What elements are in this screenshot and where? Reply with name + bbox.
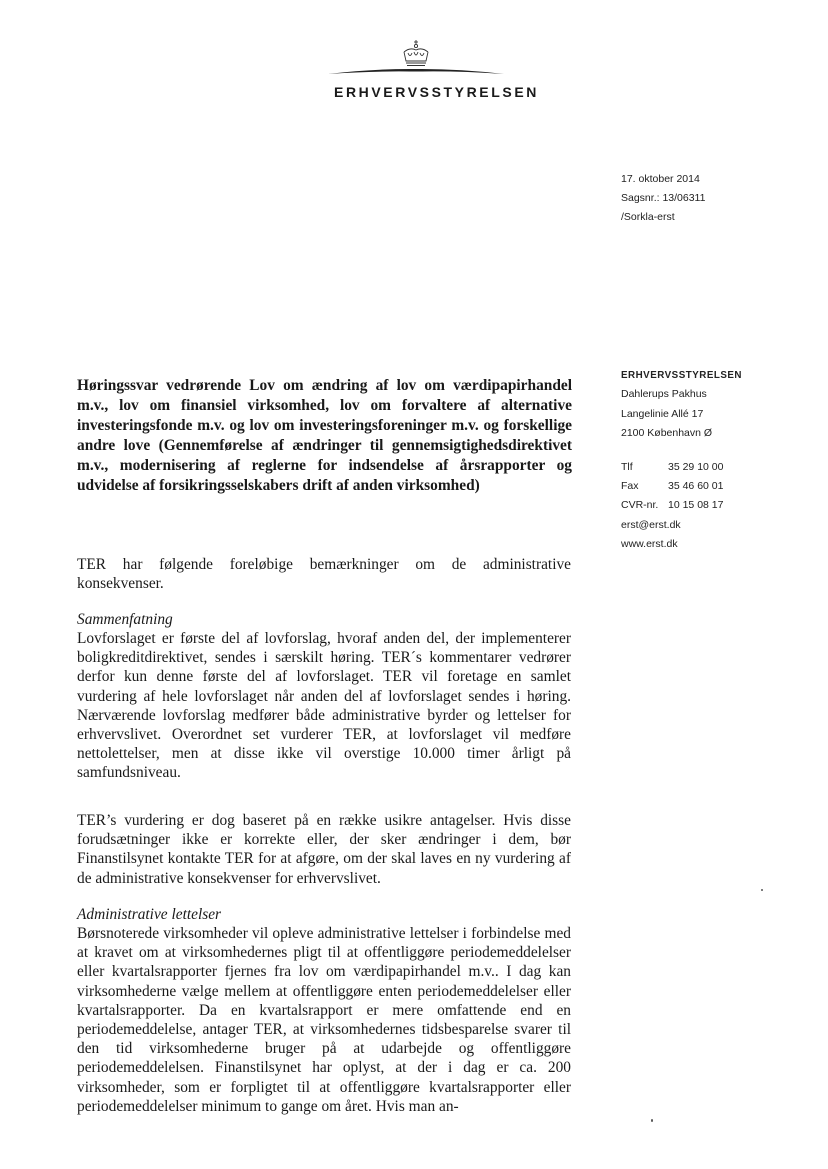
- summary-paragraph: Lovforslaget er første del af lovforslag, hvoraf anden del, der implementerer boligkreditdirektivet, sendes i særskilt høring. TER´s kommentarer vedrører derfor kun denne første del af lovforslaget. TER vil foretage en samlet vurdering af hele lovforslaget når anden del af lovforslaget sendes i høring. Nærværende lovforslag medfører både administrative byrder og lettelser for erhvervslivet. Overordnet set vurderer TER, at lovforslaget vil medføre nettolettelser, men at disse ikke vil overstige 10.000 timer årligt på samfundsniveau.: [77, 630, 571, 782]
- scan-speck: [761, 889, 763, 891]
- phone-row: [621, 458, 742, 477]
- org-logo-text: ERHVERVSSTYRELSEN: [334, 84, 539, 100]
- web-link[interactable]: www.erst.dk: [621, 538, 678, 551]
- scan-speck: [651, 1119, 653, 1122]
- phone-value: 35 29 10 00: [668, 460, 724, 473]
- relief-paragraph: Børsnoterede virksomheder vil opleve administrative lettelser i forbindelse med at kravet om at virksomhedernes pligt til at offentliggøre periodemeddelelser eller kvartalsrapporter fjernes fra lov om værdipapirhandel m.v.. I dag kan virksomhederne vælge mellem at offentliggøre enten periodemeddelelser eller kvartalsrapporter. Da en kvartalsrapport er mere omfattende end en periodemeddelelse, antager TER, at virksomhedernes tidsbesparelse svarer til den tid virksomhederne bruger på at udarbejde og offentliggøre periodemeddelelsen. Finanstilsynet har oplyst, at der i dag er ca. 200 virksomheder, som er forpligtet til at offentliggøre kvartalsrapporter eller periodemeddelelser minimum to gange om året. Hvis man an-: [77, 925, 571, 1115]
- sender-address: [621, 366, 742, 555]
- relief-heading: Administrative lettelser: [77, 906, 222, 923]
- document-title: Høringssvar vedrørende Lov om ændring af lov om værdipapirhandel m.v., lov om finansiel virksomhed, lov om forvaltere af alternative investeringsfonde m.v. og lov om investeringsforeninger m.v. og forskellige andre love (Gennemførelse af ændringer til gennemsigtighedsdirektivet m.v., modernisering af reglerne for indsendelse af årsrapporter og udvidelse af forsikringsselskabers drift af anden virksomhed): [77, 377, 572, 494]
- address-line2: Langelinie Allé 17: [621, 407, 704, 420]
- assessment-paragraph: TER’s vurdering er dog baseret på en række usikre antagelser. Hvis disse forudsætninger ikke er korrekte eller, der sker ændringer i dem, bør Finanstilsynet kontakte TER for at afgøre, om der skal laves en ny vurdering af de administrative konsekvenser for erhvervslivet.: [77, 812, 571, 887]
- cvr-label: CVR-nr.: [621, 499, 659, 512]
- address-line1: Dahlerups Pakhus: [621, 388, 707, 401]
- email-link[interactable]: erst@erst.dk: [621, 518, 681, 531]
- logo: [326, 38, 539, 100]
- address-org: ERHVERVSSTYRELSEN: [621, 370, 743, 381]
- fax-value: 35 46 60 01: [668, 480, 724, 493]
- intro-paragraph: TER har følgende foreløbige bemærkninger om de administrative konsekvenser.: [77, 556, 571, 593]
- reference: /Sorkla-erst: [621, 211, 675, 223]
- crown-icon: [326, 38, 506, 84]
- fax-row: [621, 477, 742, 496]
- cvr-row: [621, 496, 742, 515]
- fax-label: Fax: [621, 480, 639, 493]
- case-number: Sagsnr.: 13/06311: [621, 192, 706, 204]
- cvr-value: 10 15 08 17: [668, 499, 724, 512]
- document-date: 17. oktober 2014: [621, 173, 700, 185]
- address-line3: 2100 København Ø: [621, 427, 713, 440]
- phone-label: Tlf: [621, 460, 633, 473]
- document-meta: [621, 170, 705, 227]
- summary-heading: Sammenfatning: [77, 611, 173, 628]
